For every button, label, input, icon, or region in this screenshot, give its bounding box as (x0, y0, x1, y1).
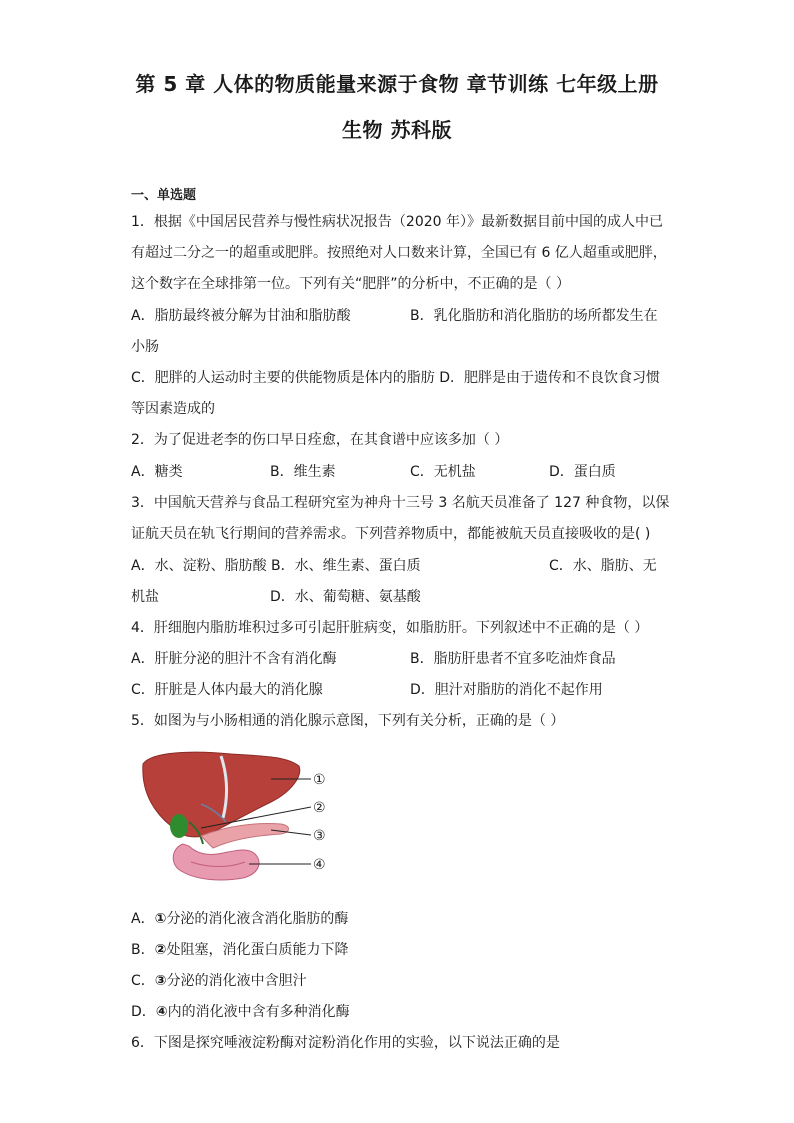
q5-option-d: D．④内的消化液中含有多种消化酶 (131, 1004, 350, 1020)
q1-stem-line2: 有超过二分之一的超重或肥胖。按照绝对人口数来计算，全国已有 6 亿人超重或肥胖， (131, 245, 667, 261)
section-heading: 一、单选题 (131, 188, 197, 203)
figure-label-2: ② (313, 800, 326, 816)
q2-option-b: B．维生素 (270, 464, 336, 480)
q1-option-b-cont: 小肠 (131, 339, 159, 355)
q6-stem: 6．下图是探究唾液淀粉酶对淀粉消化作用的实验，以下说法正确的是 (131, 1035, 560, 1051)
q1-stem-line1: 1．根据《中国居民营养与慢性病状况报告（2020 年）》最新数据目前中国的成人中已 (131, 214, 663, 230)
digestive-gland-figure (131, 744, 341, 894)
q5-option-a: A．①分泌的消化液含消化脂肪的酶 (131, 911, 349, 927)
q3-option-d: D．水、葡萄糖、氨基酸 (270, 589, 421, 605)
q2-option-a: A．糖类 (131, 464, 183, 480)
q3-stem-line2: 证航天员在轨飞行期间的营养需求。下列营养物质中，都能被航天员直接吸收的是( ) (131, 526, 651, 542)
q1-option-cd: C．肥胖的人运动时主要的供能物质是体内的脂肪 D．肥胖是由于遗传和不良饮食习惯 (131, 370, 661, 386)
q2-stem: 2．为了促进老李的伤口早日痊愈，在其食谱中应该多加（ ） (131, 432, 509, 448)
figure-label-1: ① (313, 772, 326, 788)
figure-label-3: ③ (313, 828, 326, 844)
q2-option-c: C．无机盐 (410, 464, 476, 480)
gallbladder-shape (170, 814, 188, 838)
q4-option-b: B．脂肪肝患者不宜多吃油炸食品 (410, 651, 616, 667)
q5-option-b: B．②处阻塞，消化蛋白质能力下降 (131, 942, 349, 958)
q1-stem-line3: 这个数字在全球排第一位。下列有关“肥胖”的分析中，不正确的是（ ） (131, 276, 570, 292)
q2-option-d: D．蛋白质 (549, 464, 616, 480)
q1-option-a: A．脂肪最终被分解为甘油和脂肪酸 (131, 308, 351, 324)
q4-stem: 4．肝细胞内脂肪堆积过多可引起肝脏病变，如脂肪肝。下列叙述中不正确的是（ ） (131, 620, 649, 636)
page-subtitle: 生物 苏科版 (342, 118, 452, 142)
q3-option-c-cont: 机盐 (131, 589, 159, 605)
figure-label-4: ④ (313, 857, 326, 873)
q1-option-b: B．乳化脂肪和消化脂肪的场所都发生在 (410, 308, 658, 324)
q3-stem-line1: 3．中国航天营养与食品工程研究室为神舟十三号 3 名航天员准备了 127 种食物，以保 (131, 495, 670, 511)
page-title: 第 5 章 人体的物质能量来源于食物 章节训练 七年级上册 (135, 72, 659, 96)
q5-option-c: C．③分泌的消化液中含胆汁 (131, 973, 307, 989)
q5-stem: 5．如图为与小肠相通的消化腺示意图，下列有关分析，正确的是（ ） (131, 713, 565, 729)
q1-option-d-cont: 等因素造成的 (131, 401, 215, 417)
small-intestine-shape (173, 844, 259, 880)
q3-option-c: C．水、脂肪、无 (549, 558, 657, 574)
q4-option-d: D．胆汁对脂肪的消化不起作用 (410, 682, 603, 698)
q4-option-a: A．肝脏分泌的胆汁不含有消化酶 (131, 651, 337, 667)
q4-option-c: C．肝脏是人体内最大的消化腺 (131, 682, 323, 698)
q3-option-ab: A．水、淀粉、脂肪酸 B．水、维生素、蛋白质 (131, 558, 421, 574)
